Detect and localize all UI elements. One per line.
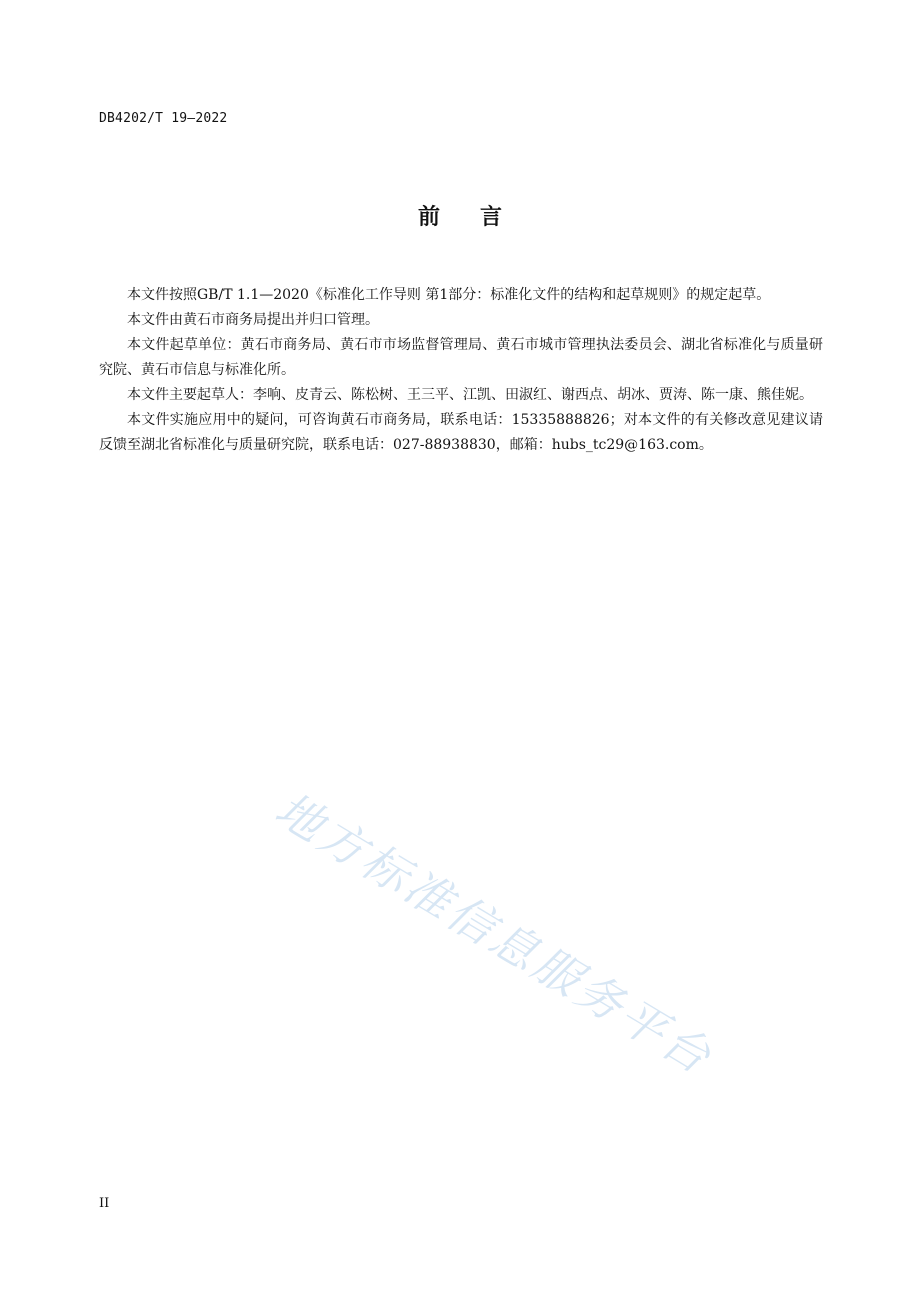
- watermark: 地方标准信息服务平台: [266, 781, 723, 1086]
- paragraph-drafting-rules: 本文件按照GB/T 1.1—2020《标准化工作导则 第1部分：标准化文件的结构和起草规则》的规定起草。: [127, 287, 771, 303]
- paragraph-drafters: 本文件主要起草人：李响、皮青云、陈松树、王三平、江凯、田淑红、谢西点、胡冰、贾涛、陈一康、熊佳妮。: [127, 387, 813, 403]
- paragraph-contact: 本文件实施应用中的疑问，可咨询黄石市商务局，联系电话：15335888826；对本文件的有关修改意见建议请反馈至湖北省标准化与质量研究院，联系电话：027-88938830，邮箱：hubs_tc29@163.com。: [99, 412, 823, 453]
- document-code: DB4202/T 19—2022: [99, 111, 228, 126]
- foreword-body: [99, 283, 823, 458]
- page-number: II: [99, 1196, 110, 1211]
- paragraph-drafting-units: 本文件起草单位：黄石市商务局、黄石市市场监督管理局、黄石市城市管理执法委员会、湖北省标准化与质量研究院、黄石市信息与标准化所。: [99, 337, 823, 378]
- paragraph-proposer: 本文件由黄石市商务局提出并归口管理。: [127, 312, 379, 328]
- page-title: 前言: [417, 205, 542, 230]
